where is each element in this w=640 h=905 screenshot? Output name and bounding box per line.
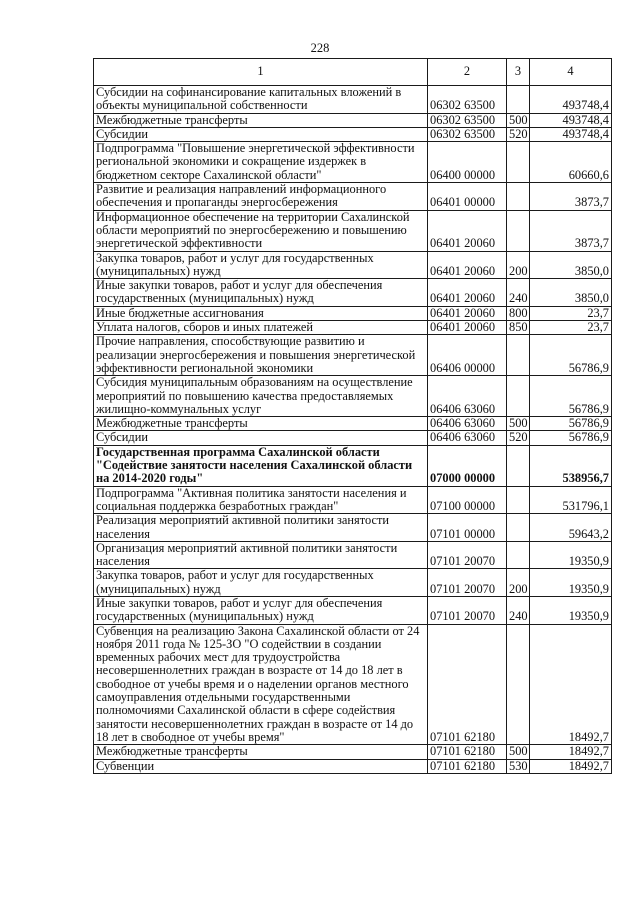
column-header: 4	[530, 59, 612, 86]
row-code-cell: 07101 62180	[428, 624, 507, 745]
table-header-row	[94, 59, 612, 86]
row-name-cell: Субсидии на софинансирование капитальных вложений в объекты муниципальной собственности	[94, 86, 428, 114]
row-amount-cell: 19350,9	[530, 596, 612, 624]
row-name-cell: Прочие направления, способствующие развитию и реализации энергосбережения и повышения энергетической эффективности региональной экономики	[94, 335, 428, 376]
row-type-cell	[507, 210, 530, 251]
table-row	[94, 514, 612, 542]
row-type-cell: 850	[507, 321, 530, 335]
row-name-cell: Межбюджетные трансферты	[94, 417, 428, 431]
row-amount-cell: 493748,4	[530, 113, 612, 127]
row-name-cell: Межбюджетные трансферты	[94, 113, 428, 127]
table-row	[94, 541, 612, 569]
row-type-cell: 200	[507, 569, 530, 597]
row-code-cell: 07101 20070	[428, 569, 507, 597]
table-row	[94, 210, 612, 251]
row-amount-cell: 3873,7	[530, 210, 612, 251]
row-type-cell	[507, 335, 530, 376]
row-name-cell: Организация мероприятий активной политики занятости населения	[94, 541, 428, 569]
row-amount-cell: 23,7	[530, 306, 612, 320]
row-code-cell: 06302 63500	[428, 86, 507, 114]
row-code-cell: 07101 62180	[428, 745, 507, 759]
row-name-cell: Реализация мероприятий активной политики занятости населения	[94, 514, 428, 542]
row-name-cell: Подпрограмма "Повышение энергетической эффективности региональной экономики и сокращение издержек в бюджетном секторе Сахалинской области"	[94, 142, 428, 183]
table-row	[94, 445, 612, 486]
row-type-cell: 800	[507, 306, 530, 320]
row-name-cell: Подпрограмма "Активная политика занятости населения и социальная поддержка безработных граждан"	[94, 486, 428, 514]
row-amount-cell: 531796,1	[530, 486, 612, 514]
row-type-cell	[507, 541, 530, 569]
row-type-cell	[507, 86, 530, 114]
row-type-cell: 500	[507, 745, 530, 759]
table-row	[94, 431, 612, 445]
row-type-cell: 500	[507, 113, 530, 127]
table-row	[94, 745, 612, 759]
row-amount-cell: 3873,7	[530, 183, 612, 211]
table-row	[94, 335, 612, 376]
row-code-cell: 06401 20060	[428, 210, 507, 251]
row-type-cell	[507, 376, 530, 417]
column-header: 2	[428, 59, 507, 86]
row-type-cell	[507, 514, 530, 542]
row-type-cell: 530	[507, 759, 530, 773]
row-name-cell: Закупка товаров, работ и услуг для государственных (муниципальных) нужд	[94, 251, 428, 279]
row-code-cell: 06406 00000	[428, 335, 507, 376]
table-row	[94, 86, 612, 114]
row-amount-cell: 18492,7	[530, 745, 612, 759]
row-name-cell: Субвенция на реализацию Закона Сахалинской области от 24 ноября 2011 года № 125-ЗО "О содействии в создании временных рабочих мест для трудоустройства несовершеннолетних граждан в возрасте от 14 до 18 лет в свободное от учебы время и о наделении органов местного самоуправления отдельными государственными полномочиями Сахалинской области в сфере содействия занятости несовершеннолетних граждан в возрасте от 14 до 18 лет в свободное от учебы время"	[94, 624, 428, 745]
row-amount-cell: 23,7	[530, 321, 612, 335]
row-type-cell	[507, 624, 530, 745]
row-amount-cell: 56786,9	[530, 417, 612, 431]
row-type-cell	[507, 183, 530, 211]
row-type-cell: 200	[507, 251, 530, 279]
page-number: 228	[310, 41, 330, 55]
row-code-cell: 06401 20060	[428, 251, 507, 279]
row-type-cell	[507, 142, 530, 183]
row-amount-cell: 60660,6	[530, 142, 612, 183]
row-type-cell: 240	[507, 596, 530, 624]
row-amount-cell: 538956,7	[530, 445, 612, 486]
table-row	[94, 569, 612, 597]
row-amount-cell: 56786,9	[530, 431, 612, 445]
row-amount-cell: 56786,9	[530, 376, 612, 417]
row-code-cell: 06302 63500	[428, 127, 507, 141]
row-type-cell	[507, 445, 530, 486]
table-row	[94, 142, 612, 183]
column-header: 3	[507, 59, 530, 86]
row-amount-cell: 18492,7	[530, 624, 612, 745]
table-row	[94, 279, 612, 307]
row-type-cell: 520	[507, 127, 530, 141]
row-code-cell: 07101 00000	[428, 514, 507, 542]
table-row	[94, 486, 612, 514]
row-name-cell: Межбюджетные трансферты	[94, 745, 428, 759]
row-name-cell: Субсидии	[94, 127, 428, 141]
row-amount-cell: 3850,0	[530, 279, 612, 307]
table-row	[94, 596, 612, 624]
row-code-cell: 06406 63060	[428, 431, 507, 445]
row-code-cell: 06406 63060	[428, 417, 507, 431]
row-name-cell: Субсидии	[94, 431, 428, 445]
table-row	[94, 321, 612, 335]
row-code-cell: 06401 20060	[428, 321, 507, 335]
column-header: 1	[94, 59, 428, 86]
row-name-cell: Закупка товаров, работ и услуг для государственных (муниципальных) нужд	[94, 569, 428, 597]
row-amount-cell: 493748,4	[530, 86, 612, 114]
table-row	[94, 417, 612, 431]
table-row	[94, 251, 612, 279]
row-code-cell: 06302 63500	[428, 113, 507, 127]
row-name-cell: Развитие и реализация направлений информационного обеспечения и пропаганды энергосбережения	[94, 183, 428, 211]
row-amount-cell: 19350,9	[530, 569, 612, 597]
row-name-cell: Государственная программа Сахалинской области "Содействие занятости населения Сахалинской области на 2014-2020 годы"	[94, 445, 428, 486]
row-type-cell: 520	[507, 431, 530, 445]
table-row	[94, 183, 612, 211]
row-type-cell: 500	[507, 417, 530, 431]
row-code-cell: 07000 00000	[428, 445, 507, 486]
row-code-cell: 06400 00000	[428, 142, 507, 183]
row-amount-cell: 56786,9	[530, 335, 612, 376]
table-row	[94, 306, 612, 320]
row-type-cell: 240	[507, 279, 530, 307]
row-name-cell: Информационное обеспечение на территории Сахалинской области мероприятий по энергосбережению и повышению энергетической эффективности	[94, 210, 428, 251]
row-code-cell: 06401 20060	[428, 306, 507, 320]
row-code-cell: 06401 20060	[428, 279, 507, 307]
row-name-cell: Иные закупки товаров, работ и услуг для обеспечения государственных (муниципальных) нужд	[94, 596, 428, 624]
table-row	[94, 127, 612, 141]
row-amount-cell: 18492,7	[530, 759, 612, 773]
row-code-cell: 06406 63060	[428, 376, 507, 417]
row-name-cell: Уплата налогов, сборов и иных платежей	[94, 321, 428, 335]
row-amount-cell: 59643,2	[530, 514, 612, 542]
row-type-cell	[507, 486, 530, 514]
row-amount-cell: 19350,9	[530, 541, 612, 569]
table-row	[94, 759, 612, 773]
table-row	[94, 624, 612, 745]
row-code-cell: 07101 62180	[428, 759, 507, 773]
row-name-cell: Субвенции	[94, 759, 428, 773]
row-amount-cell: 493748,4	[530, 127, 612, 141]
row-amount-cell: 3850,0	[530, 251, 612, 279]
row-name-cell: Иные бюджетные ассигнования	[94, 306, 428, 320]
row-name-cell: Субсидия муниципальным образованиям на осуществление мероприятий по повышению качества предоставляемых жилищно-коммунальных услуг	[94, 376, 428, 417]
table-row	[94, 376, 612, 417]
row-code-cell: 07101 20070	[428, 541, 507, 569]
table-row	[94, 113, 612, 127]
budget-table	[93, 58, 612, 774]
row-code-cell: 06401 00000	[428, 183, 507, 211]
row-code-cell: 07100 00000	[428, 486, 507, 514]
row-code-cell: 07101 20070	[428, 596, 507, 624]
row-name-cell: Иные закупки товаров, работ и услуг для обеспечения государственных (муниципальных) нужд	[94, 279, 428, 307]
